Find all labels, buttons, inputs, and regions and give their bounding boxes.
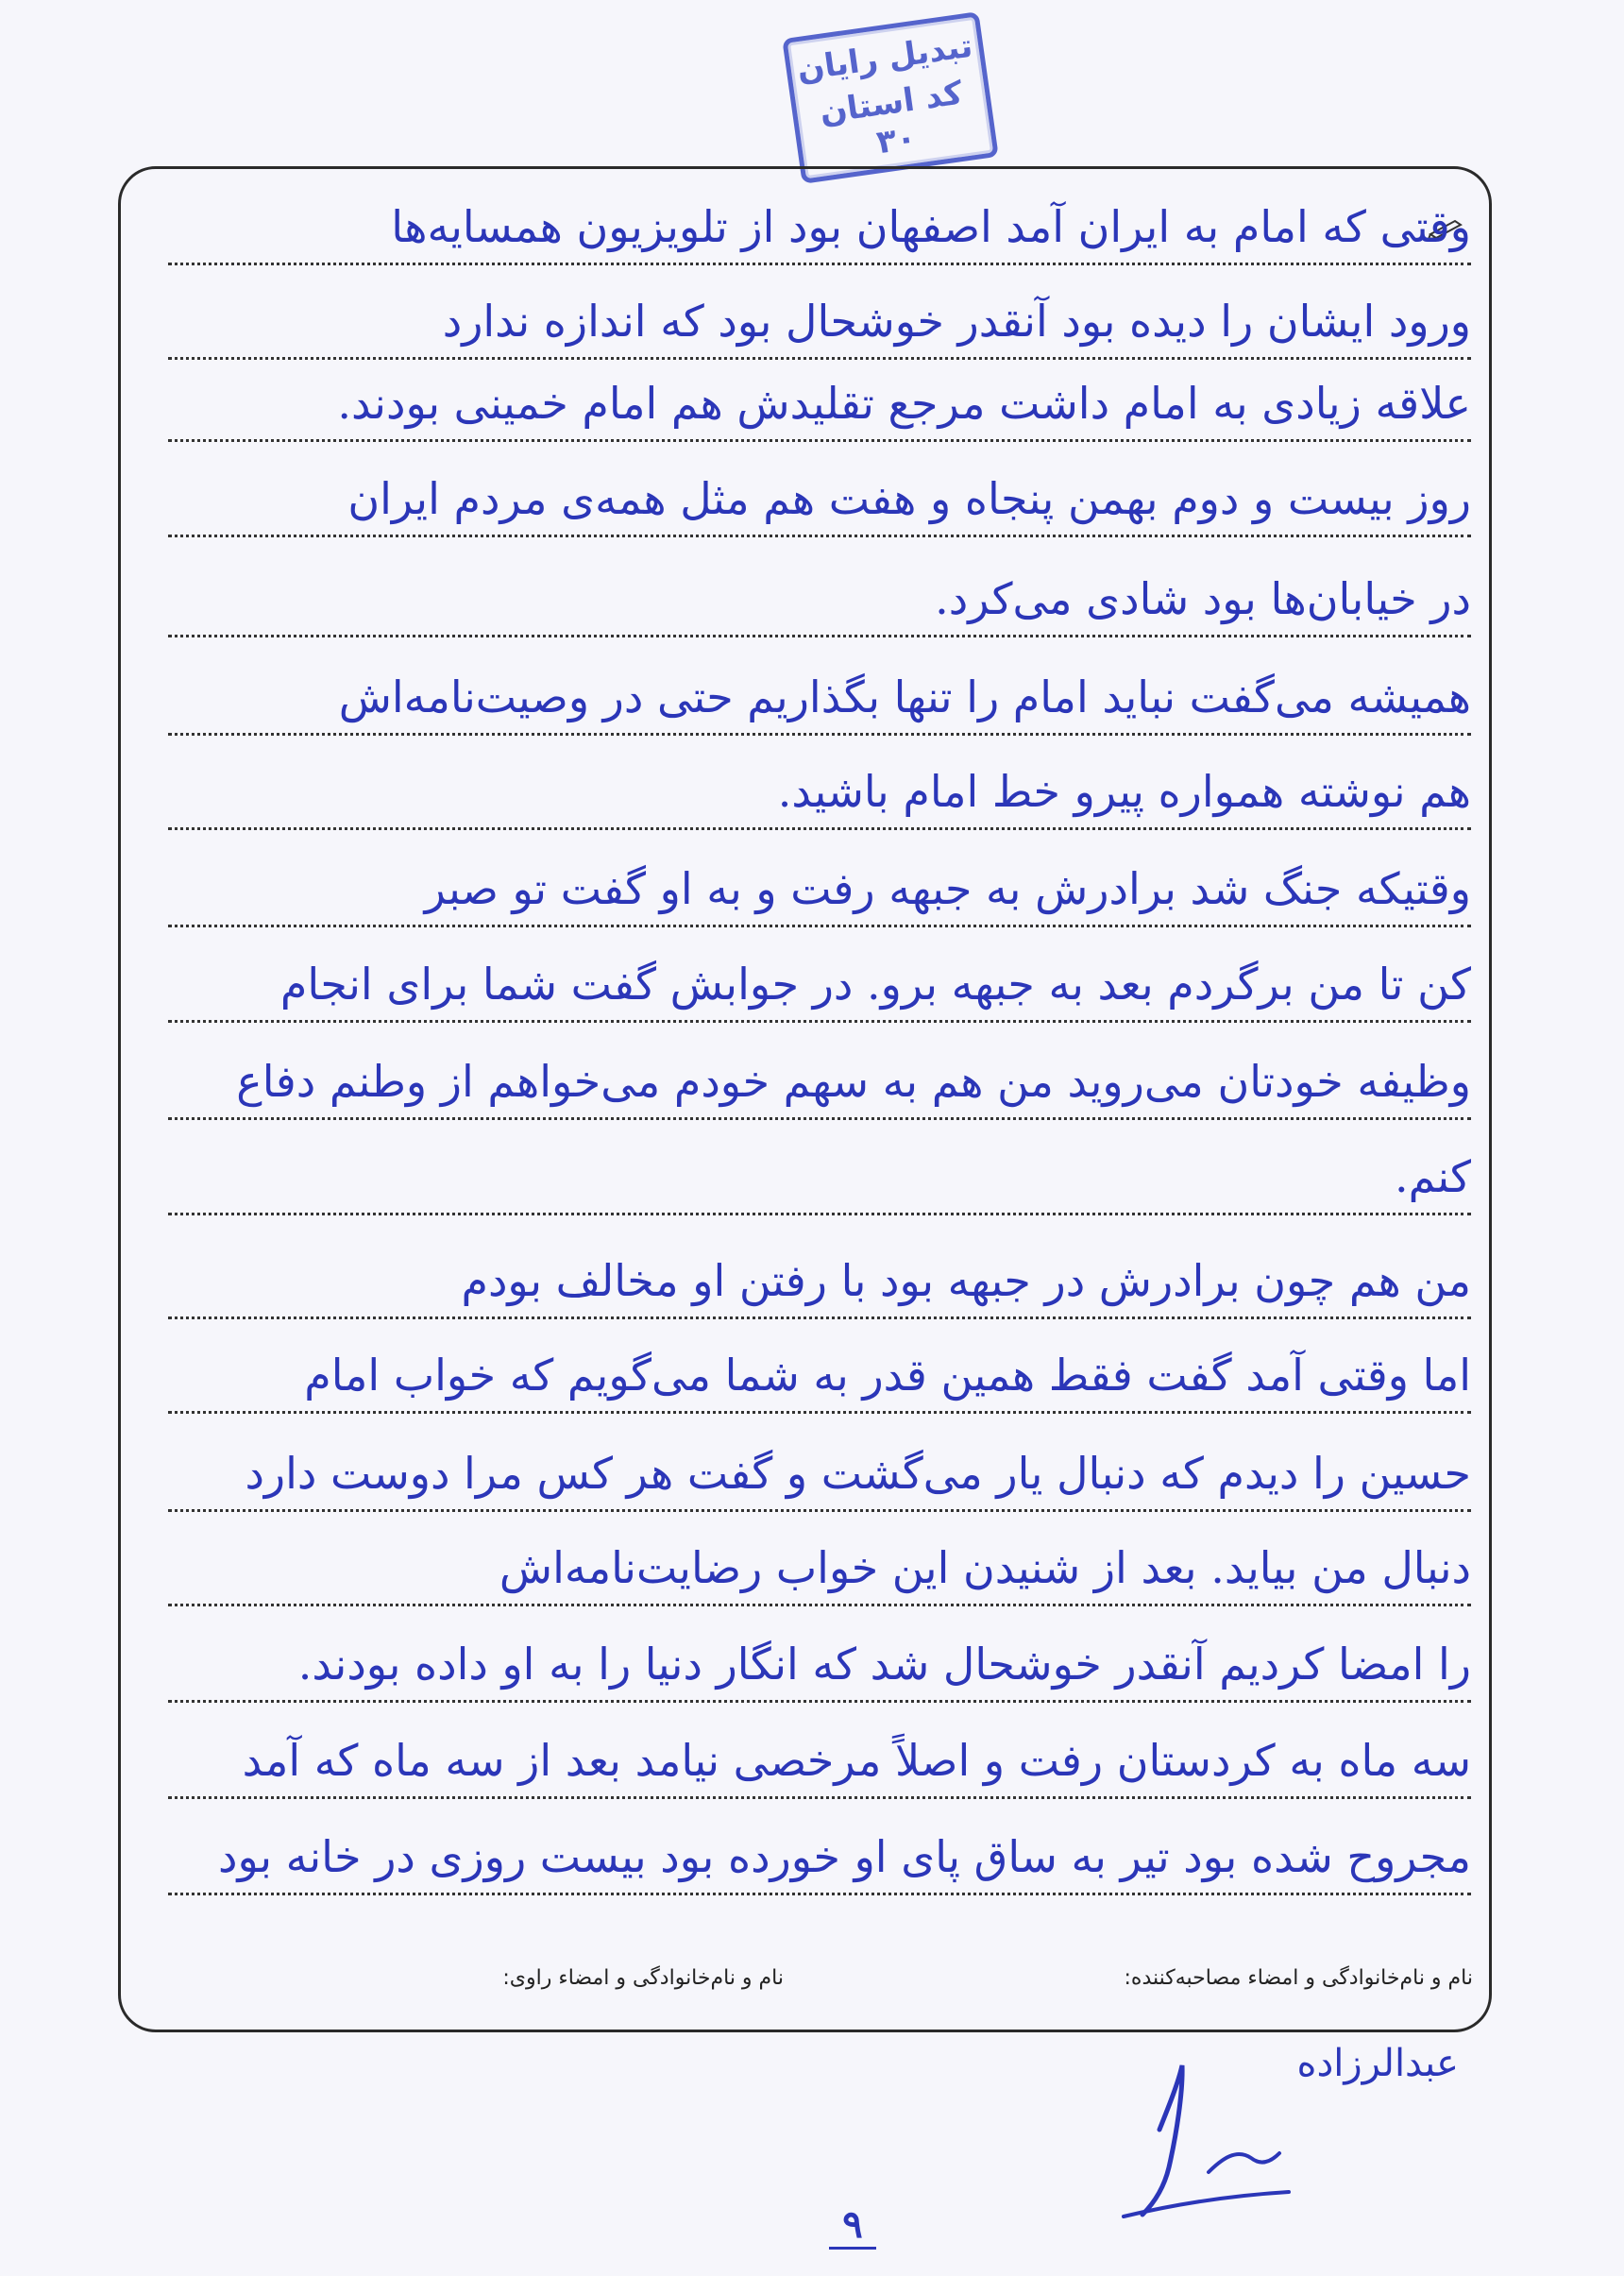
stamp-line-2: کد استان ۳۰ xyxy=(817,74,965,162)
narrator-label: نام و نام‌خانوادگی و امضاء راوی: xyxy=(502,1966,784,1990)
text-line: کن تا من برگردم بعد به جبهه برو. در جوابش گفت شما برای انجام xyxy=(168,948,1471,1023)
text-line: را امضا کردیم آنقدر خوشحال شد که انگار دنیا را به او داده بودند. xyxy=(168,1628,1471,1703)
text-line: علاقه زیادی به امام داشت مرجع تقلیدش هم امام خمینی بودند. xyxy=(168,367,1471,442)
signature-name: عبدالرزاده xyxy=(1296,2042,1459,2085)
stamp-line-1: تبدیل رایان xyxy=(794,26,975,90)
interviewer-label: نام و نام‌خانوادگی و امضاء مصاحبه‌کننده: xyxy=(1124,1966,1473,1990)
signature-mark xyxy=(1086,2054,1350,2224)
text-line: همیشه می‌گفت نباید امام را تنها بگذاریم حتی در وصیت‌نامه‌اش xyxy=(168,661,1471,736)
text-line: من هم چون برادرش در جبهه بود با رفتن او مخالف بودم xyxy=(168,1245,1471,1319)
text-line: وقتیکه جنگ شد برادرش به جبهه رفت و به او گفت تو صبر xyxy=(168,853,1471,927)
text-line: وظیفه خودتان می‌روید من هم به سهم خودم می‌خواهم از وطنم دفاع xyxy=(168,1045,1471,1120)
text-line: دنبال من بیاید. بعد از شنیدن این خواب رضایت‌نامه‌اش xyxy=(168,1532,1471,1606)
text-line: در خیابان‌ها بود شادی می‌کرد. xyxy=(168,563,1471,637)
text-line: هم نوشته همواره پیرو خط امام باشید. xyxy=(168,756,1471,830)
text-line: اما وقتی آمد گفت فقط همین قدر به شما می‌گویم که خواب امام xyxy=(168,1339,1471,1414)
text-line: ورود ایشان را دیده بود آنقدر خوشحال بود که اندازه ندارد xyxy=(168,285,1471,360)
text-line: سه ماه به کردستان رفت و اصلاً مرخصی نیامد بعد از سه ماه که آمد xyxy=(168,1724,1471,1799)
page-number: ۹ xyxy=(829,2202,876,2250)
text-line: کنم. xyxy=(168,1141,1471,1215)
text-line: وقتی که امام به ایران آمد اصفهان بود از تلویزیون همسایه‌ها xyxy=(168,191,1471,265)
text-line: روز بیست و دوم بهمن پنجاه و هفت هم مثل همه‌ی مردم ایران xyxy=(168,463,1471,537)
text-line: مجروح شده بود تیر به ساق پای او خورده بود بیست روزی در خانه بود xyxy=(168,1821,1471,1895)
archive-stamp xyxy=(782,11,999,184)
text-line: حسین را دیدم که دنبال یار می‌گشت و گفت هر کس مرا دوست دارد xyxy=(168,1437,1471,1512)
